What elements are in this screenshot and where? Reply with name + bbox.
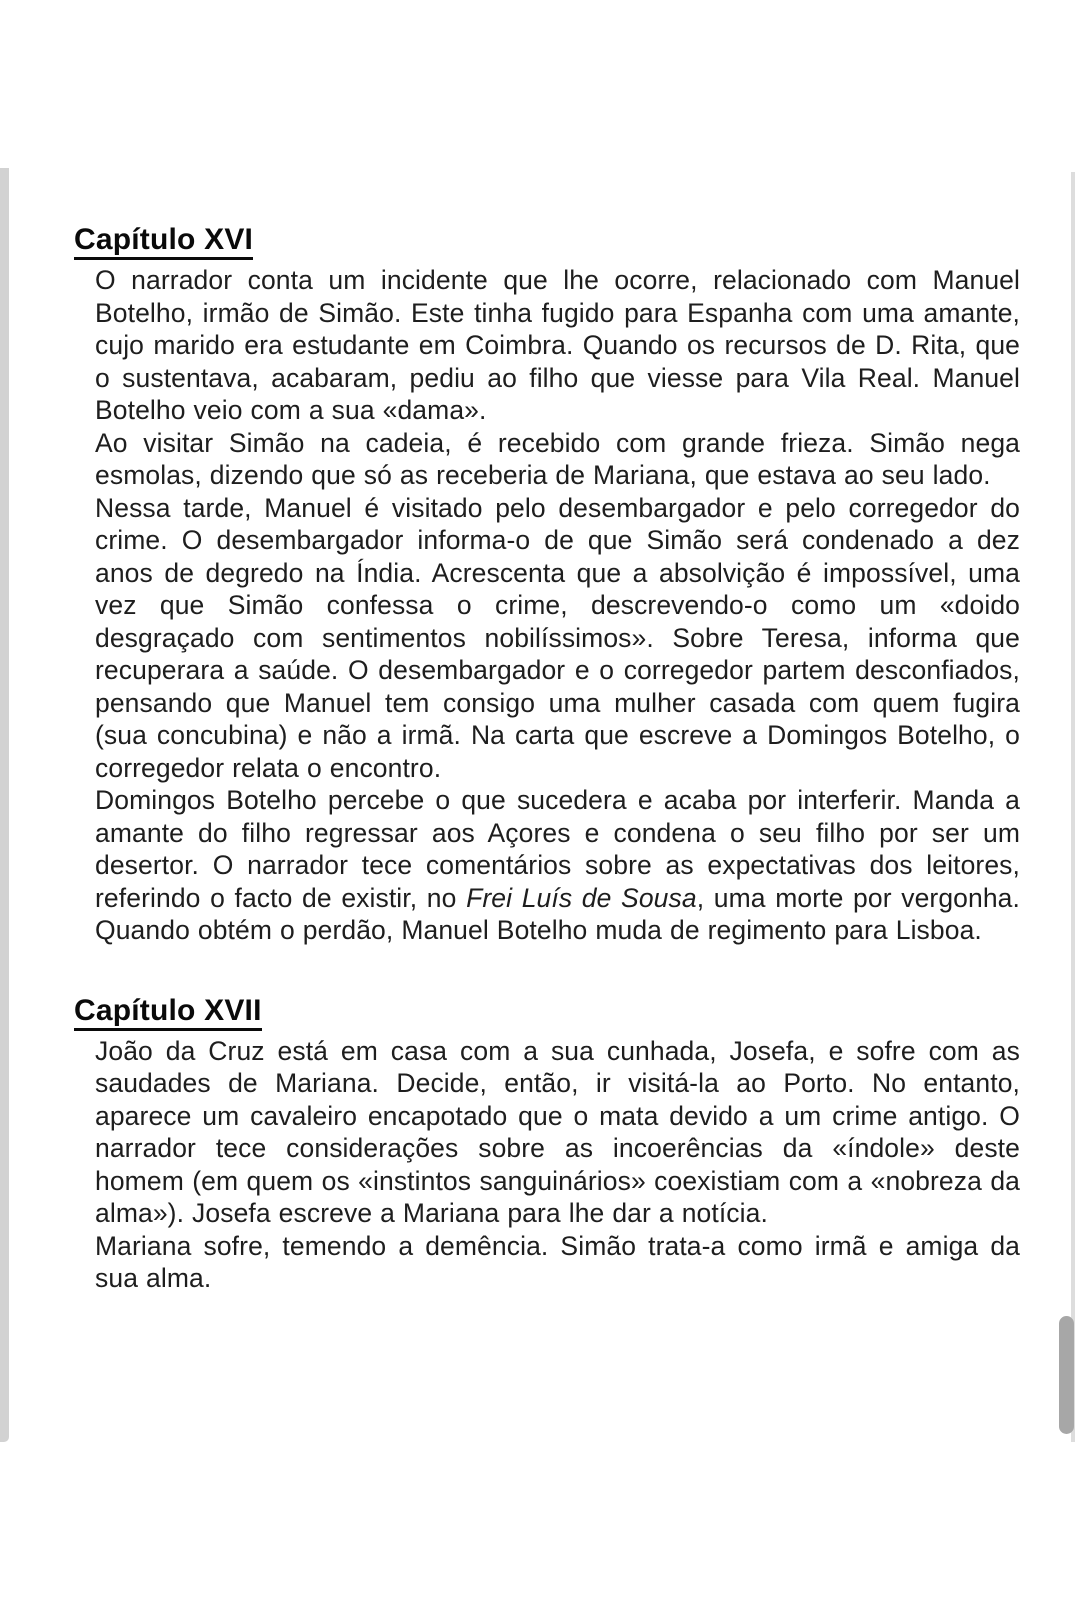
summary-paragraph bbox=[95, 427, 1020, 492]
summary-paragraph bbox=[95, 1230, 1020, 1295]
summary-paragraph bbox=[95, 492, 1020, 785]
chapter-heading bbox=[74, 993, 1080, 1029]
chapter-section bbox=[0, 993, 1080, 1295]
scrollbar-thumb[interactable] bbox=[1059, 1316, 1074, 1434]
summary-paragraph bbox=[95, 1035, 1020, 1230]
text-run: Ao visitar Simão na cadeia, é recebido com grande frieza. Simão nega esmolas, dizendo que só as receberia de Mariana, que estava ao seu lado. bbox=[95, 427, 1020, 490]
chapter-heading bbox=[74, 222, 1080, 258]
text-run: Nessa tarde, Manuel é visitado pelo desembargador e pelo corregedor do crime. O desembargador informa-o de que Simão será condenado a dez anos de degredo na Índia. Acrescenta que a absolvição é impossível, uma vez que Simão confessa o crime, descrevendo-o como um «doido desgraçado com sentimentos nobilíssimos». Sobre Teresa, informa que recuperara a saúde. O desembargador e o corregedor partem desconfiados, pensando que Manuel tem consigo uma mulher casada com quem fugira (sua concubina) e não a irmã. Na carta que escreve a Domingos Botelho, o corregedor relata o encontro. bbox=[95, 492, 1020, 783]
chapter-heading-text: Capítulo XVI bbox=[74, 223, 253, 260]
text-run: Mariana sofre, temendo a demência. Simão trata-a como irmã e amiga da sua alma. bbox=[95, 1230, 1020, 1293]
text-run: , uma morte por vergonha. Quando obtém o perdão, Manuel Botelho muda de regimento para Lisboa. bbox=[95, 882, 1020, 945]
chapter-heading-text: Capítulo XVII bbox=[74, 994, 262, 1031]
summary-paragraph bbox=[95, 264, 1020, 427]
chapter-section bbox=[0, 222, 1080, 947]
text-run: O narrador conta um incidente que lhe ocorre, relacionado com Manuel Botelho, irmão de Simão. Este tinha fugido para Espanha com uma amante, cujo marido era estudante em Coimbra. Quando os recursos de D. Rita, que o sustentava, acabaram, pediu ao filho que viesse para Vila Real. Manuel Botelho veio com a sua «dama». bbox=[95, 265, 1020, 425]
text-run: Domingos Botelho percebe o que sucedera e acaba por interferir. Manda a amante do filho regressar aos Açores e condena o seu filho por ser um desertor. O narrador tece comentários sobre as expectativas dos leitores, referindo o facto de existir, no bbox=[95, 785, 1020, 913]
text-run: João da Cruz está em casa com a sua cunhada, Josefa, e sofre com as saudades de Mariana. Decide, então, ir visitá-la ao Porto. No entanto, aparece um cavaleiro encapotado que o mata devido a um crime antigo. O narrador tece considerações sobre as incoerências da «índole» deste homem (em quem os «instintos sanguinários» coexistiam com a «nobreza da alma»). Josefa escreve a Mariana para lhe dar a notícia. bbox=[95, 1035, 1020, 1228]
summary-paragraph bbox=[95, 784, 1020, 947]
italic-book-title: Frei Luís de Sousa bbox=[466, 882, 697, 913]
